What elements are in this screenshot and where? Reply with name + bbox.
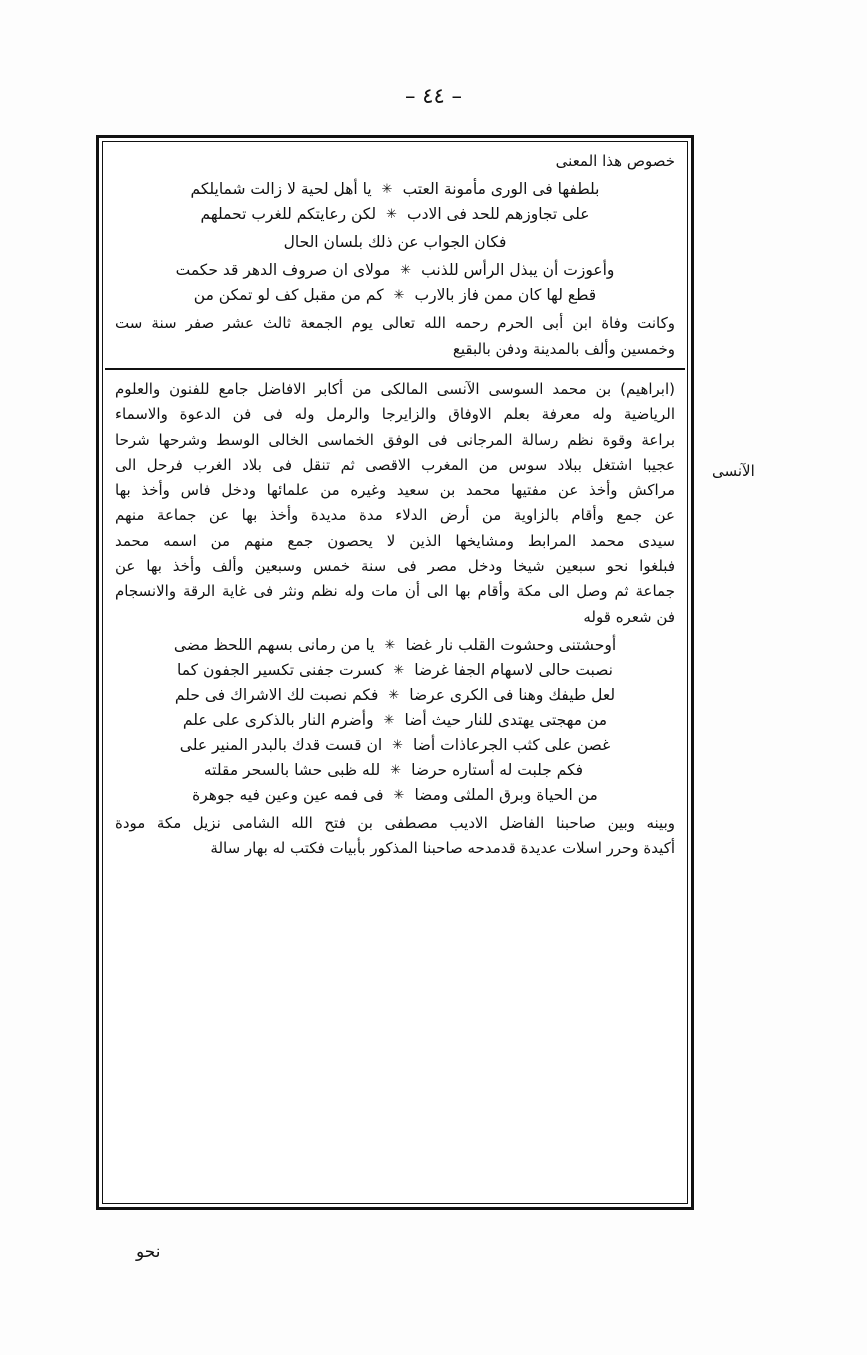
hemistich-a: بلطفها فى الورى مأمونة العتب [402,180,600,199]
verse-line [115,633,675,657]
closing-line: أكيدة وحرر اسلات عديدة قدمدحه صاحبنا المذكور بأبيات فكتب لە بهار سالة [210,839,675,858]
catchword: نحو [136,1242,161,1262]
hemistich-a: وأعوزت أن يبذل الرأس للذنب [421,261,615,280]
hemistich-b: ان قست قدك بالبدر المنير على [179,735,383,754]
poem-block [115,633,675,807]
verse-line [115,283,675,307]
hemistich-b: وأضرم النار بالذكرى على علم [182,710,374,729]
verse-line [115,783,675,807]
hemistich-a: على تجاوزهم للحد فى الادب [406,205,590,224]
hemistich-a: قطع لها كان ممن فاز بالارب [414,286,597,305]
hemistich-b: مولاى ان صروف الدهر قد حكمت [175,261,391,280]
verse-block-second [115,258,675,307]
text-frame [96,135,694,1210]
prose-interjection: فكان الجواب عن ذلك بلسان الحال [283,233,507,252]
section-heading: خصوص هذا المعنى [555,152,675,170]
verse-line [115,708,675,732]
hemistich-a: نصبت حالى لاسهام الجفا غرضا [414,660,613,679]
section-divider [105,368,685,370]
hemistich-a: أوحشتنى وحشوت القلب نار غضا [405,635,617,654]
hemistich-a: لعل طيفك وهنا فى الكرى عرضا [409,685,616,704]
verse-separator-icon: ✳ [393,288,405,304]
biography-line: عجيبا اشتغل ببلاد سوس من المغرب الاقصى ثم تنقل فى بلاد الغرب فرحل الى [115,455,675,474]
verse-separator-icon: ✳ [393,787,405,803]
hemistich-b: يا من رمانى بسهم اللحظ مضى [173,635,375,654]
verse-separator-icon: ✳ [388,687,400,703]
hemistich-b: كم من مقبل كف لو تمكن من [193,286,384,305]
verse-line [115,758,675,782]
verse-line [115,683,675,707]
closing-line: وبينه وبين صاحبنا الفاضل الاديب مصطفى بن فتح الله الشامى نزيل مكة مودة [115,814,675,832]
verse-line [115,258,675,282]
hemistich-b: فى فمه عين وعين فيه جوهرة [192,785,384,804]
page-number: – ٤٤ – [405,84,462,108]
verse-separator-icon: ✳ [393,662,405,678]
biography-line: فبلغوا نحو سبعين شيخا ودخل مصر فى سنة خمس وسبعين وألف وأخذ بها عن [115,557,675,575]
hemistich-a: غصن على كثب الجرعاذات أضا [413,735,611,754]
verse-line [115,177,675,201]
verse-separator-icon: ✳ [390,762,402,778]
margin-note-entry-name: الآنسى [712,462,755,480]
hemistich-a: فكم جلبت لە أستاره حرضا [411,760,584,779]
biography-line: براعة وقوة نظم رسالة المرجانى فى الوفق الخماسى الخالى الوسط وشرحها شرحا [115,430,675,449]
biography-line: الرياضية ولە معرفة بعلم الاوفاق والزايرجا والرمل ولە فى فن الدعوة والاسماء [115,405,675,424]
hemistich-a: من مهجتى يهتدى للنار حيث أضا [404,710,608,729]
hemistich-b: لله ظبى حشا بالسحر مقلته [203,760,381,779]
hemistich-b: يا أهل لحية لا زالت شمايلكم [190,180,372,199]
verse-separator-icon: ✳ [400,263,412,279]
verse-line [115,733,675,757]
verse-separator-icon: ✳ [392,737,404,753]
verse-separator-icon: ✳ [383,712,395,728]
verse-line [115,202,675,226]
hemistich-b: فكم نصبت لك الاشراك فى حلم [174,685,379,704]
biography-line: فن شعره قوله [583,607,675,626]
verse-separator-icon: ✳ [386,207,397,223]
biography-line: مراكش وأخذ عن مفتيها محمد بن سعيد وغيره من علمائها ودخل فاس وأخذ بها [115,481,675,500]
biography-paragraph [115,377,675,629]
verse-separator-icon: ✳ [381,182,393,198]
biography-line: سيدى محمد المرابط ومشايخها الذين لا يحصون جمع منهم من اسمه محمد [115,531,675,550]
verse-line [115,658,675,682]
biography-line: جماعة ثم وصل الى مكة وأقام بها الى أن مات ولە نظم ونثر فى غاية الرقة والانسجام [115,582,675,601]
biography-line: عن جمع وأقام بالزاوية من أرض الدلاء مدة مديدة وأخذ بها عن جماعة منهم [115,506,675,525]
verse-separator-icon: ✳ [384,637,396,653]
hemistich-b: كسرت جفنى تكسير الجفون كما [177,660,384,679]
page-content [105,144,685,1201]
hemistich-b: لكن رعايتكم للغرب تحملهم [200,205,377,224]
death-note-line-1: وكانت وفاة ابن أبى الحرم رحمه الله تعالى يوم الجمعة ثالث عشر صفر سنة ست [115,314,675,333]
biography-line: (ابراهيم) بن محمد السوسى الآنسى المالكى من أكابر الافاضل جامع للفنون والعلوم [115,379,675,398]
death-note-line-2: وخمسين وألف بالمدينة ودفن بالبقيع [452,339,675,358]
hemistich-a: من الحياة وبرق الملثى ومضا [414,785,598,804]
verse-block-top [115,177,675,226]
